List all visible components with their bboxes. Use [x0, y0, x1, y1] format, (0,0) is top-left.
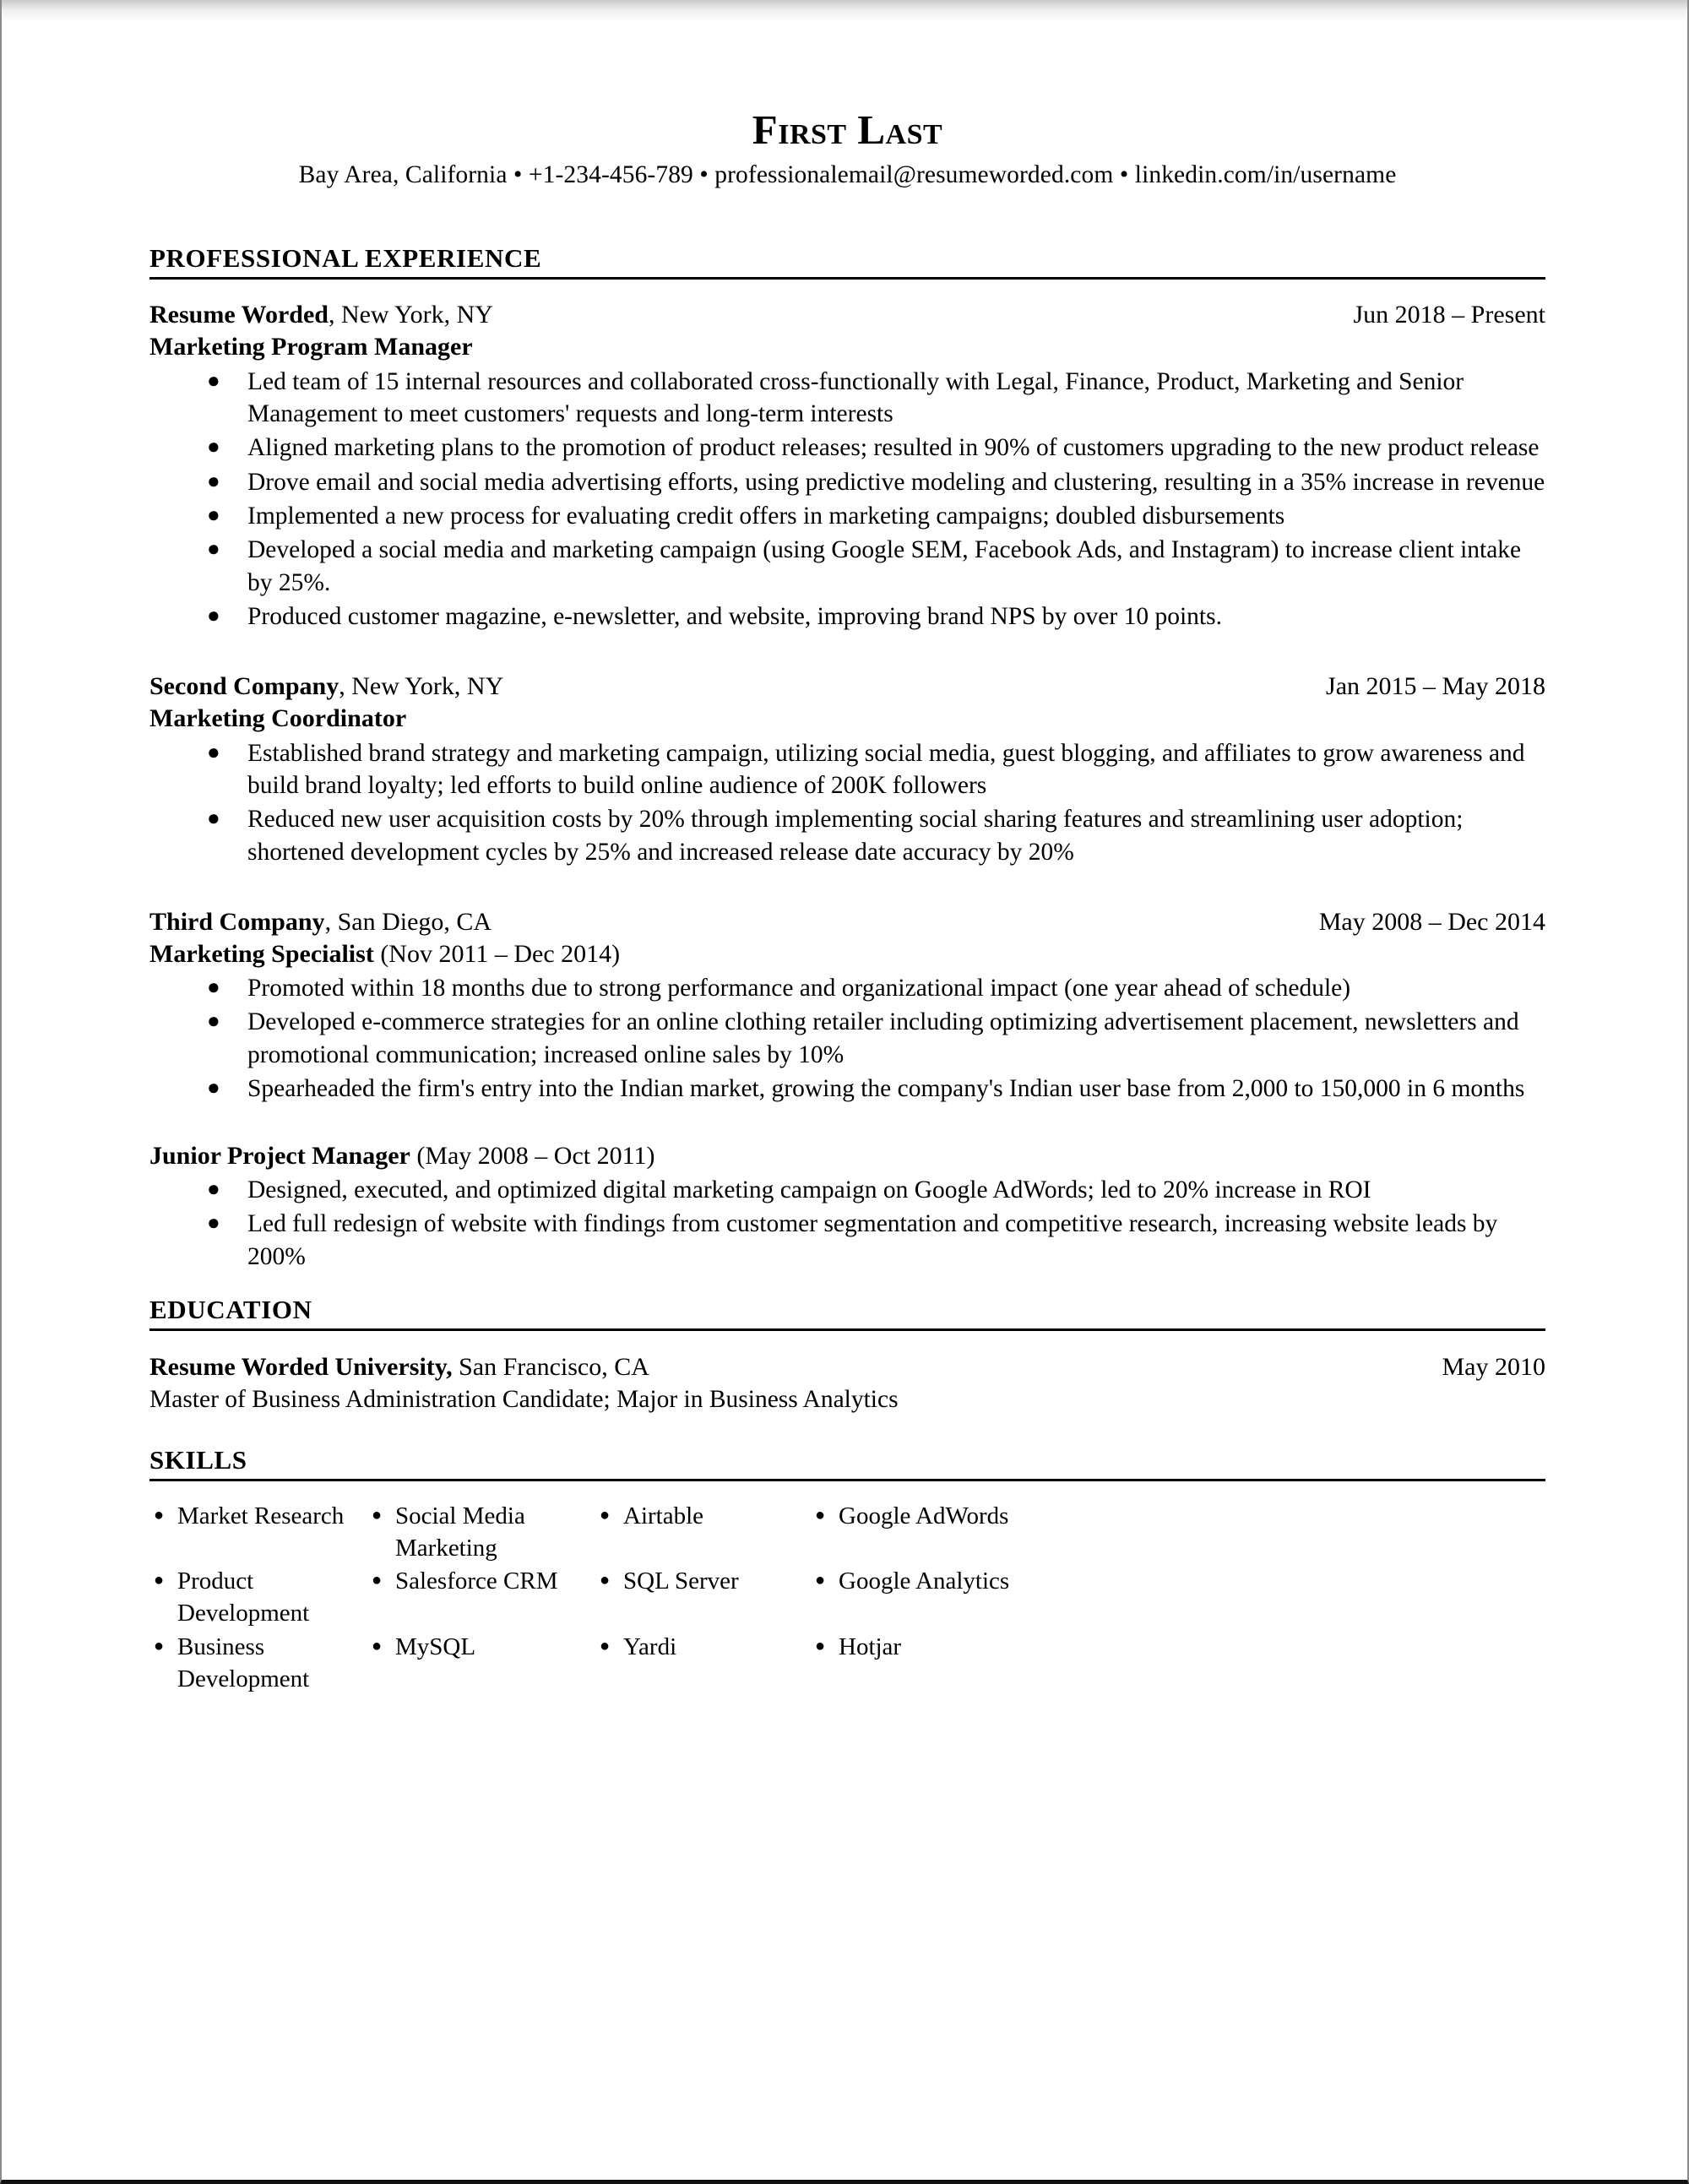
job-bullet-text: Produced customer magazine, e-newsletter, and website, improving brand NPS by over 10 points. — [247, 603, 1222, 631]
bullet-icon: ● — [372, 1636, 383, 1655]
job-title-text: Marketing Specialist — [149, 939, 374, 968]
job-bullet — [149, 1073, 1545, 1105]
job-title-dates: (Nov 2011 – Dec 2014) — [373, 939, 621, 968]
bullet-icon: ● — [207, 1210, 220, 1236]
skill-label: SQL Server — [623, 1567, 739, 1595]
bullet-icon: ● — [207, 1075, 220, 1100]
job-bullet — [149, 500, 1545, 532]
bullet-icon: ● — [815, 1636, 826, 1655]
job-organization: Resume Worded — [149, 301, 329, 329]
skill-label: Yardi — [623, 1633, 677, 1660]
bullet-icon: ● — [207, 503, 220, 527]
skill-item — [372, 1565, 600, 1630]
job-location: , San Diego, CA — [324, 907, 492, 936]
job-organization: Second Company — [149, 672, 339, 701]
subrole-bullet-text: Led full redesign of website with findings from customer segmentation and competitive research, increasing website leads by 200% — [247, 1210, 1498, 1270]
job-bullet — [149, 803, 1545, 868]
job-bullet — [149, 1006, 1545, 1071]
skill-label: Salesforce CRM — [395, 1567, 558, 1595]
job-entry — [149, 300, 1545, 633]
bullet-icon: ● — [372, 1571, 383, 1590]
job-org-location — [149, 671, 503, 703]
education-school-location — [149, 1351, 649, 1383]
skill-item — [372, 1631, 600, 1696]
job-title — [149, 939, 1545, 970]
bullet-icon: ● — [207, 806, 220, 831]
job-bullet — [149, 466, 1545, 498]
job-bullet-text: Led team of 15 internal resources and collaborated cross-functionally with Legal, Finance, Product, Marketing and Senior Management to meet customers' requests and long-term interests — [247, 367, 1464, 427]
skill-label: Google Analytics — [839, 1567, 1010, 1595]
subrole-bullet — [149, 1174, 1545, 1206]
bullet-icon: ● — [154, 1636, 165, 1655]
bullet-icon: ● — [207, 603, 220, 628]
skill-item — [600, 1500, 815, 1565]
bullet-icon: ● — [154, 1505, 165, 1524]
skill-label: Hotjar — [839, 1633, 902, 1660]
job-bullet — [149, 534, 1545, 599]
section-heading-education: EDUCATION — [149, 1295, 312, 1325]
job-dates: Jun 2018 – Present — [1353, 301, 1545, 329]
subrole-title-dates: (May 2008 – Oct 2011) — [410, 1141, 655, 1170]
job-bullet — [149, 600, 1545, 633]
bullet-icon: ● — [207, 536, 220, 562]
bullet-icon: ● — [600, 1636, 611, 1655]
job-dates: May 2008 – Dec 2014 — [1318, 907, 1545, 936]
section-skills — [149, 1445, 1545, 1696]
section-heading-skills: SKILLS — [149, 1444, 247, 1475]
job-entry — [149, 671, 1545, 868]
bullet-icon: ● — [600, 1505, 611, 1524]
job-bullet-text: Reduced new user acquisition costs by 20% through implementing social sharing features and streamlining user adoption; shortened development cycles by 25% and increased release date accuracy by 20% — [247, 806, 1464, 866]
job-location: , New York, NY — [339, 672, 504, 701]
job-bullet-text: Aligned marketing plans to the promotion of product releases; resulted in 90% of customers upgrading to the new product release — [247, 434, 1540, 462]
education-date: May 2010 — [1442, 1353, 1545, 1382]
bullet-icon: ● — [372, 1505, 383, 1524]
skill-item — [815, 1500, 1545, 1565]
job-header — [149, 300, 1545, 331]
job-bullet — [149, 972, 1545, 1004]
bullet-icon: ● — [600, 1571, 611, 1590]
skill-item — [372, 1500, 600, 1565]
subrole-bullet-text: Designed, executed, and optimized digital marketing campaign on Google AdWords; led to 20% increase in ROI — [247, 1176, 1371, 1204]
bullet-icon: ● — [154, 1571, 165, 1590]
bullet-icon: ● — [815, 1505, 826, 1524]
skill-label: Business Development — [177, 1633, 310, 1692]
resume-content — [149, 0, 1545, 1695]
job-title: Marketing Coordinator — [149, 704, 407, 732]
job-header — [149, 907, 1545, 938]
job-header — [149, 671, 1545, 703]
education-entry-header — [149, 1351, 1545, 1383]
section-divider-skills — [149, 1479, 1545, 1481]
job-bullet-list — [149, 737, 1545, 868]
job-bullet-text: Developed a social media and marketing campaign (using Google SEM, Facebook Ads, and Instagram) to increase client intake by 25%. — [247, 536, 1522, 596]
subrole-title — [149, 1141, 1545, 1172]
skill-label: Product Development — [177, 1567, 310, 1627]
skill-item — [600, 1631, 815, 1696]
bullet-icon: ● — [207, 975, 220, 1000]
bullet-icon: ● — [815, 1571, 826, 1590]
skills-grid — [149, 1500, 1545, 1696]
bullet-icon: ● — [207, 468, 220, 493]
job-bullet — [149, 737, 1545, 802]
education-school: Resume Worded University, — [149, 1353, 453, 1382]
candidate-name: First Last — [752, 106, 943, 153]
job-bullet-text: Implemented a new process for evaluating credit offers in marketing campaigns; doubled disbursements — [247, 503, 1285, 530]
education-location: San Francisco, CA — [452, 1353, 649, 1382]
skill-label: Airtable — [623, 1502, 704, 1529]
subrole-bullet-list — [149, 1174, 1545, 1273]
job-org-location — [149, 907, 491, 938]
skill-label: MySQL — [395, 1633, 476, 1660]
job-location: , New York, NY — [328, 301, 493, 329]
job-bullet-text: Developed e-commerce strategies for an online clothing retailer including optimizing advertisement placement, newsletters and promotional communication; increased online sales by 10% — [247, 1008, 1519, 1068]
skill-item — [154, 1565, 372, 1630]
job-bullet-text: Spearheaded the firm's entry into the Indian market, growing the company's Indian user base from 2,000 to 150,000 in 6 months — [247, 1075, 1525, 1103]
job-bullet — [149, 432, 1545, 464]
job-bullet — [149, 366, 1545, 431]
section-education — [149, 1295, 1545, 1415]
bullet-icon: ● — [207, 1176, 220, 1202]
job-bullet-text: Established brand strategy and marketing campaign, utilizing social media, guest blogging, and affiliates to grow awareness and build brand loyalty; led efforts to build online audience of 200K followers — [247, 739, 1525, 799]
skill-item — [815, 1631, 1545, 1696]
bullet-icon: ● — [207, 367, 220, 393]
subrole-bullet — [149, 1208, 1545, 1273]
education-degree: Master of Business Administration Candidate; Major in Business Analytics — [149, 1385, 899, 1413]
section-divider-education — [149, 1328, 1545, 1331]
job-bullet-text: Drove email and social media advertising efforts, using predictive modeling and clustering, resulting in a 35% increase in revenue — [247, 468, 1545, 496]
job-entry — [149, 907, 1545, 1106]
subrole-entry — [149, 1141, 1545, 1274]
section-divider-experience — [149, 277, 1545, 280]
subrole-title-text: Junior Project Manager — [149, 1141, 410, 1170]
skill-item — [600, 1565, 815, 1630]
bullet-icon: ● — [207, 739, 220, 764]
skill-item — [154, 1500, 372, 1565]
bullet-icon: ● — [207, 434, 220, 459]
job-title: Marketing Program Manager — [149, 333, 473, 361]
skill-item — [815, 1565, 1545, 1630]
job-bullet-text: Promoted within 18 months due to strong performance and organizational impact (one year ahead of schedule) — [247, 975, 1351, 1002]
job-bullet-list — [149, 366, 1545, 633]
job-dates: Jan 2015 – May 2018 — [1326, 672, 1545, 701]
section-professional-experience — [149, 243, 1545, 1273]
job-org-location — [149, 300, 493, 331]
skill-label: Google AdWords — [839, 1502, 1009, 1529]
skill-item — [154, 1631, 372, 1696]
job-bullet-list — [149, 972, 1545, 1105]
contact-line: Bay Area, California • +1-234-456-789 • professionalemail@resumeworded.com • linkedin.com/in/username — [298, 161, 1397, 189]
skill-label: Market Research — [177, 1502, 345, 1529]
skill-label: Social Media Marketing — [395, 1502, 525, 1562]
bullet-icon: ● — [207, 1008, 220, 1034]
section-heading-experience: PROFESSIONAL EXPERIENCE — [149, 243, 542, 274]
job-organization: Third Company — [149, 907, 325, 936]
